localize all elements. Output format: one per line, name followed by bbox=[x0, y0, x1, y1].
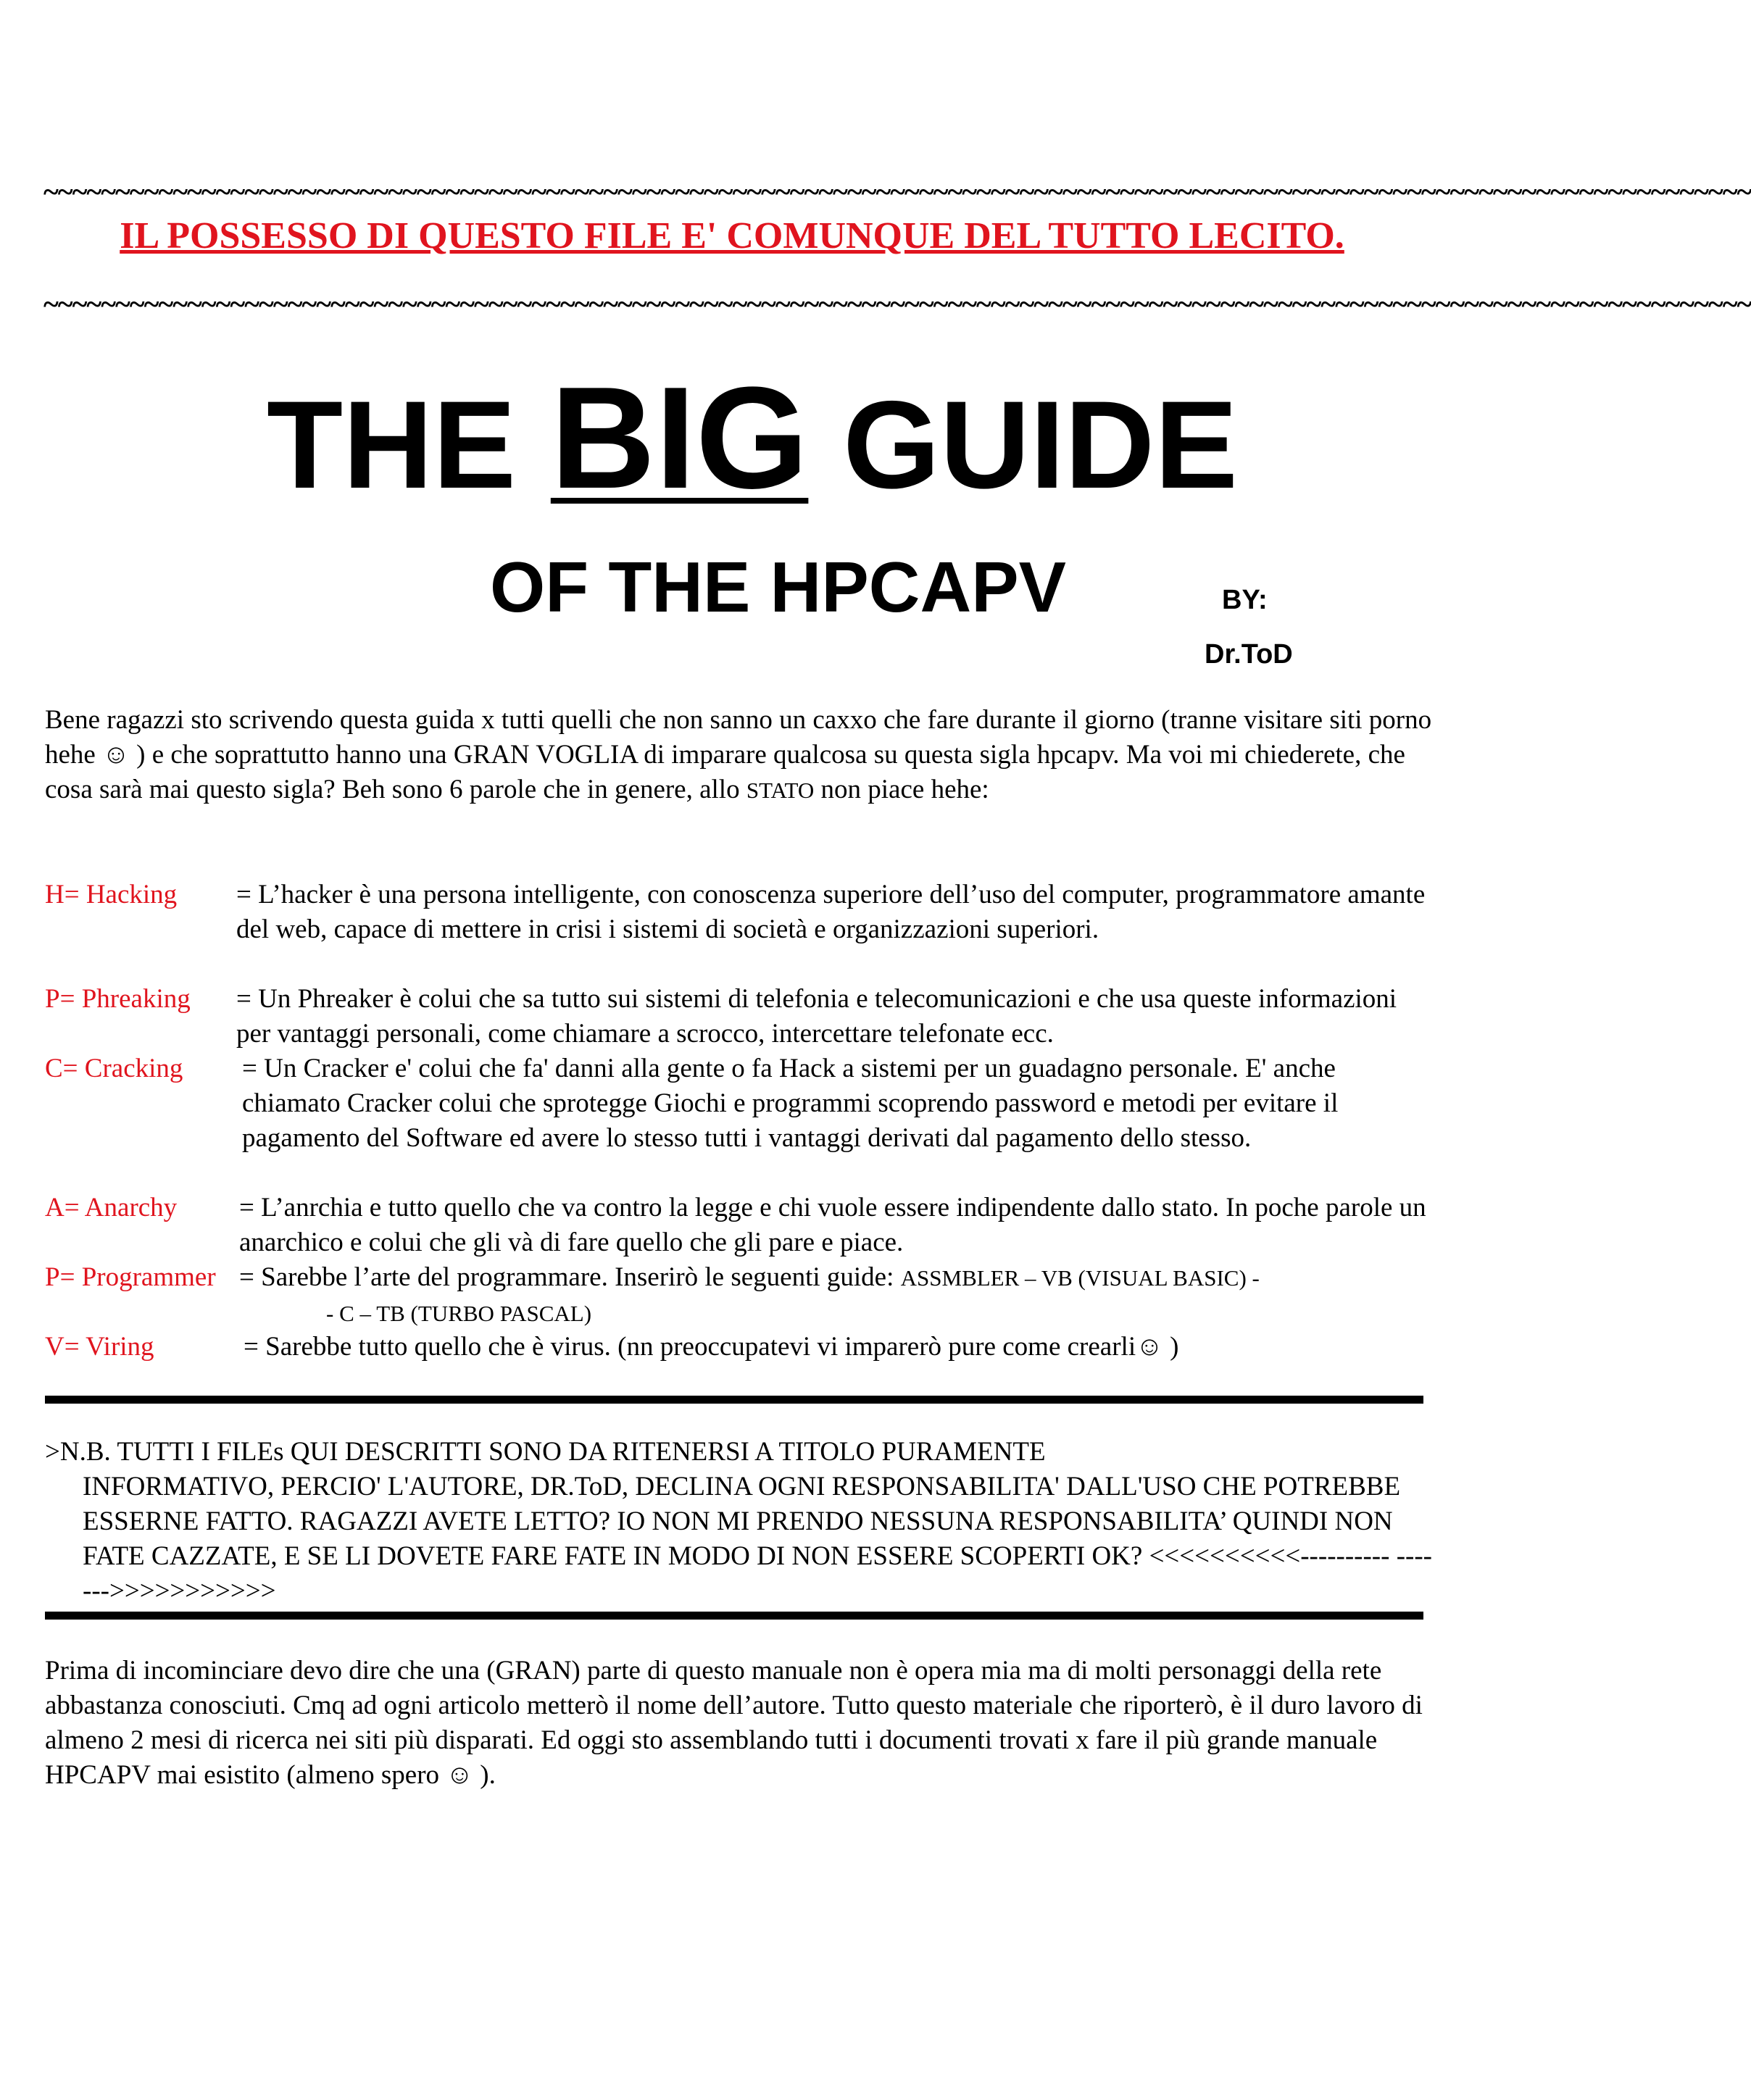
term-definition: = Sarebbe tutto quello che è virus. (nn preoccupatevi vi imparerò pure come crearli☺ ) bbox=[244, 1332, 1179, 1362]
divider-line bbox=[45, 1396, 1423, 1404]
title-guide: GUIDE bbox=[843, 375, 1238, 514]
outro-paragraph: Prima di incominciare devo dire che una (GRAN) parte di questo manuale non è opera mia ma di molti personaggi della rete abbastanza conosciuti. Cmq ad ogni articolo metterò il nome dell’autore. Tutto questo materiale che riporterò, è il duro lavoro di almeno 2 mesi di ricerca nei siti più disparati. Ed oggi sto assemblando tutti i documenti trovati x fare il più grande manuale HPCAPV mai esistito (almeno spero ☺ ). bbox=[45, 1656, 1423, 1790]
author-name: Dr.ToD bbox=[1205, 639, 1293, 670]
legal-warning: IL POSSESSO DI QUESTO FILE E' COMUNQUE DEL TUTTO LECITO. bbox=[120, 215, 1344, 257]
term-label: C= Cracking bbox=[45, 1054, 183, 1083]
tilde-divider-top: ~~~~~~~~~~~~~~~~~~~~~~~~~~~~~~~~~~~~~~~~~~~~~~~~~~~~~~~~~~~~~~~~~~~~~~~~~~~~~~~~~~~~~~~~~~~~~~~~~~~~~~~~~~~~~~~~~~~~~~~ bbox=[43, 175, 1751, 208]
main-title bbox=[267, 357, 1238, 519]
disclaimer bbox=[45, 1435, 1436, 1609]
term-label: H= Hacking bbox=[45, 880, 178, 909]
tilde-divider-bottom: ~~~~~~~~~~~~~~~~~~~~~~~~~~~~~~~~~~~~~~~~~~~~~~~~~~~~~~~~~~~~~~~~~~~~~~~~~~~~~~~~~~~~~~~~~~~~~~~~~~~~~~~~~~~~~~~~~~~~~~~ bbox=[43, 288, 1751, 320]
by-label: BY: bbox=[1222, 585, 1268, 615]
title-big: BIG bbox=[550, 357, 809, 519]
intro-paragraph bbox=[45, 703, 1436, 808]
subtitle: OF THE HPCAPV bbox=[490, 547, 1066, 627]
title-the: THE bbox=[267, 375, 516, 514]
disclaimer-first-line: >N.B. TUTTI I FILEs QUI DESCRITTI SONO DA RITENERSI A TITOLO PURAMENTE bbox=[45, 1437, 1046, 1467]
term-label: P= Phreaking bbox=[45, 984, 191, 1014]
term-label: P= Programmer bbox=[45, 1262, 216, 1292]
term-definition: = Un Cracker e' colui che fa' danni alla gente o fa Hack a sistemi per un guadagno personale. E' anche chiamato Cracker colui che sprotegge Giochi e programmi scoprendo password e metodi per evitare il pagamento del Software ed avere lo stesso tutti i vantaggi derivati dal pagamento dello stesso. bbox=[242, 1054, 1339, 1153]
intro-text-b: non piace hehe: bbox=[814, 775, 989, 804]
intro-text-a: Bene ragazzi sto scrivendo questa guida x tutti quelli che non sanno un caxxo che fare durante il giorno (tranne visitare siti porno hehe ☺ ) e che soprattutto hanno una GRAN VOGLIA di imparare qualcosa su questa sigla hpcapv. Ma voi mi chiederete, che cosa sarà mai questo sigla? Beh sono 6 parole che in genere, allo bbox=[45, 705, 1432, 804]
intro-stato: STATO bbox=[746, 778, 815, 803]
term-definition: = Sarebbe l’arte del programmare. Inserirò le seguenti guide: ASSMBLER – VB (VISUAL BASIC) - - C – TB (TURBO PASCAL) bbox=[239, 1262, 1260, 1326]
term-label: A= Anarchy bbox=[45, 1193, 178, 1222]
term-definition: = L’anrchia e tutto quello che va contro la legge e chi vuole essere indipendente dallo stato. In poche parole un anarchico e colui che gli và di fare quello che gli pare e piace. bbox=[239, 1193, 1426, 1257]
term-definition: = Un Phreaker è colui che sa tutto sui sistemi di telefonia e telecomunicazioni e che usa queste informazioni per vantaggi personali, come chiamare a scrocco, intercettare telefonate ecc. bbox=[236, 984, 1397, 1049]
term-label: V= Viring bbox=[45, 1332, 154, 1362]
divider-line bbox=[45, 1612, 1423, 1620]
disclaimer-body: INFORMATIVO, PERCIO' L'AUTORE, DR.ToD, DECLINA OGNI RESPONSABILITA' DALL'USO CHE POTREBBE ESSERNE FATTO. RAGAZZI AVETE LETTO? IO NON MI PRENDO NESSUNA RESPONSABILITA’ QUINDI NON FATE CAZZATE, E SE LI DOVETE FARE FATE IN MODO DI NON ESSERE SCOPERTI OK? <<<<<<<<<<---------- ------->>>>>>>>>>> bbox=[83, 1472, 1432, 1606]
term-definition: = L’hacker è una persona intelligente, con conoscenza superiore dell’uso del computer, programmatore amante del web, capace di mettere in crisi i sistemi di società e organizzazioni superiori. bbox=[236, 880, 1426, 944]
